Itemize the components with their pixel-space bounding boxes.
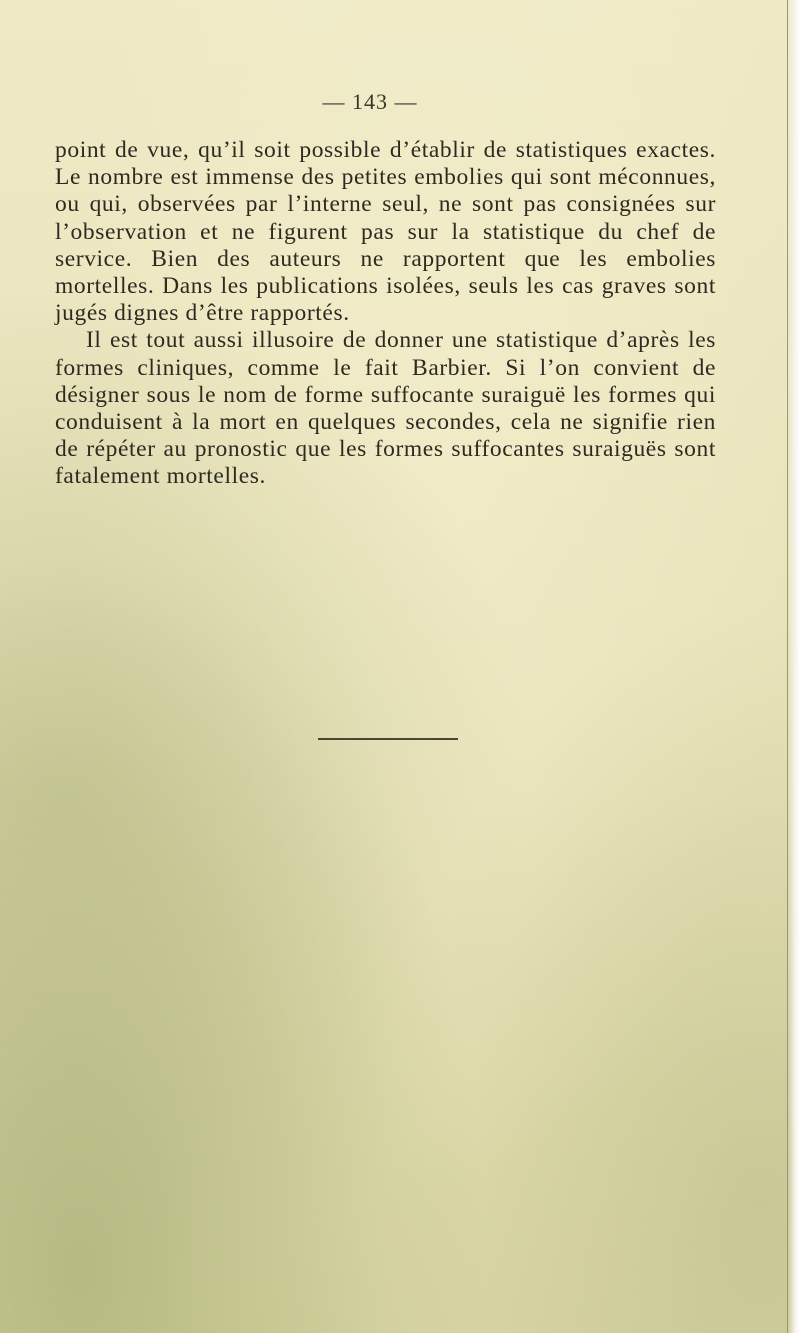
paragraph-2: Il est tout aussi illusoire de donner une statistique d’après les formes cliniques, comme le fait Barbier. Si l’on convient de désigner sous le nom de forme suffocante suraiguë les formes qui conduisent à la mort en quelques secondes, cela ne signifie rien de répéter au pronostic que les formes suffocantes suraiguës sont fatalement mortelles. xyxy=(55,327,716,490)
paragraph-1: point de vue, qu’il soit possible d’établir de statistiques exactes. Le nombre est immense des petites embolies qui sont méconnues, ou qui, observées par l’interne seul, ne sont pas consignées sur l’observation et ne figurent pas sur la statistique du chef de service. Bien des auteurs ne rapportent que les embolies mortelles. Dans les publications isolées, seuls les cas graves sont jugés dignes d’être rapportés. xyxy=(55,137,716,327)
body-text xyxy=(55,137,716,491)
page-edge xyxy=(787,0,800,1333)
section-divider xyxy=(318,738,458,740)
page-number: — 143 — xyxy=(322,89,418,114)
